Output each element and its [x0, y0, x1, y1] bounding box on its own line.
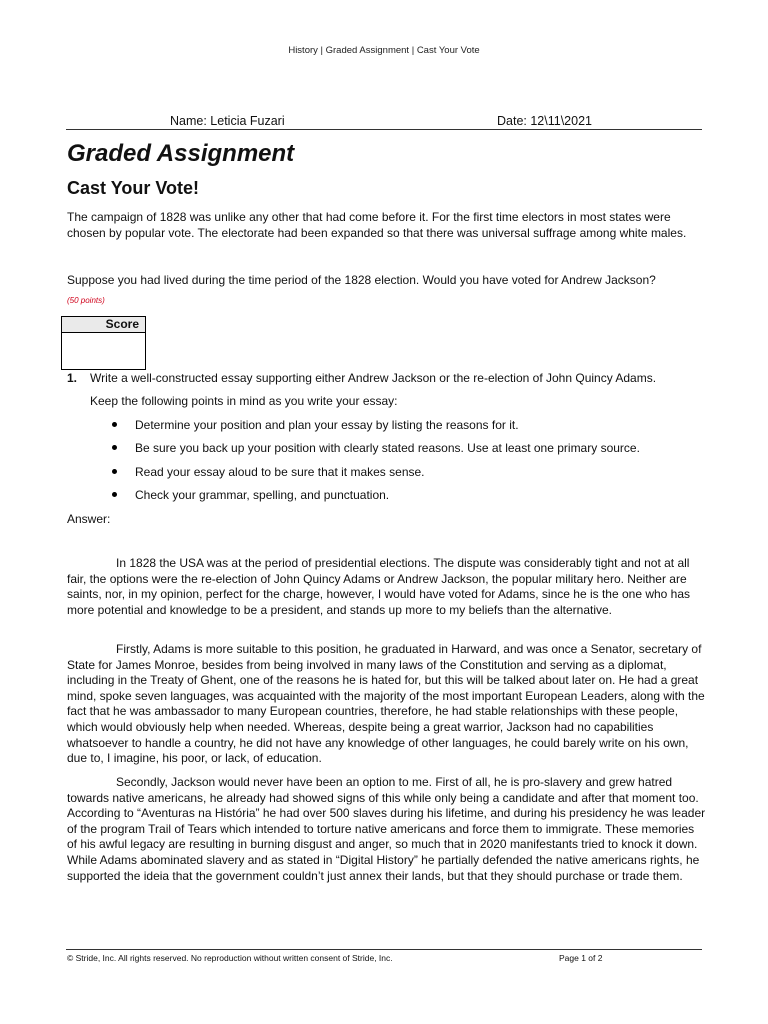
- student-name: Name: Leticia Fuzari: [170, 114, 285, 128]
- list-item: Determine your position and plan your essay by listing the reasons for it.: [112, 418, 640, 441]
- essay-paragraph-1: In 1828 the USA was at the period of presidential elections. The dispute was considerably tight and not at all fair, the options were the re-election of John Quincy Adams or Andrew Jackson, the popular military hero. Neither are saints, nor, in my opinion, perfect for the charge, however, I would have voted for Adams, since he is the one who has more potential and knowledge to be a president, and stands up more to my beliefs than the alternative.: [67, 556, 691, 617]
- question-number: 1.: [67, 371, 78, 385]
- bullet-icon: [112, 445, 117, 450]
- answer-label: Answer:: [67, 512, 111, 526]
- footer-divider: [66, 949, 702, 950]
- instruction-list: [112, 418, 640, 511]
- assignment-date: Date: 12\11\2021: [497, 114, 592, 128]
- header-divider: [66, 129, 702, 130]
- page-title: Graded Assignment: [67, 140, 295, 167]
- bullet-icon: [112, 469, 117, 474]
- points-label: (50 points): [67, 296, 105, 305]
- essay-paragraph-3: Secondly, Jackson would never have been an option to me. First of all, he is pro-slavery and grew hatred towards native americans, he already had showed signs of this while only being a candidate and after that moment too. According to “Aventuras na História” he had over 500 slaves during his lifetime, and during his presidency he was leader of the program Trail of Tears which intended to torture native americans and force them to immigrate. These memories of his awful legacy are resulting in burning disgust and anger, so much that in 2020 manifestants tried to knock it down. While Adams abominated slavery and as stated in “Digital History” he partially defended the native americans rights, he supported the ideia that the government couldn’t just annex their lands, but that they should purchase or trade them.: [67, 775, 706, 883]
- list-item: Check your grammar, spelling, and punctuation.: [112, 488, 640, 511]
- bullet-icon: [112, 422, 117, 427]
- page-number: Page 1 of 2: [559, 953, 603, 963]
- score-header: Score: [62, 317, 145, 333]
- page-subtitle: Cast Your Vote!: [67, 178, 200, 198]
- list-item: Be sure you back up your position with clearly stated reasons. Use at least one primary source.: [112, 441, 640, 464]
- prompt-paragraph: Suppose you had lived during the time period of the 1828 election. Would you have voted for Andrew Jackson?: [67, 273, 656, 287]
- list-item: Read your essay aloud to be sure that it makes sense.: [112, 465, 640, 488]
- question-instructions: Keep the following points in mind as you write your essay:: [90, 394, 398, 408]
- bullet-icon: [112, 492, 117, 497]
- intro-paragraph: The campaign of 1828 was unlike any other that had come before it. For the first time electors in most states were chosen by popular vote. The electorate had been expanded so that there was universal suffrage among white males.: [67, 210, 687, 240]
- score-box: [61, 316, 146, 370]
- essay-paragraph-2: Firstly, Adams is more suitable to this position, he graduated in Harward, and was once a Senator, secretary of State for James Monroe, besides from being involved in many laws of the Constitution and serving as a diplomat, including in the Treaty of Ghent, one of the reasons he is hated for, but this will be talked about later on. He had a great mind, spoke seven languages, was acquainted with the majority of the most important European Leaders, along with the fact that he was ambassador to many European countries, therefore, he had stable relationships with these people, which would obviously help when needed. Whereas, despite being a great warrior, Jackson had no capabilities whatsoever to handle a country, he did not have any knowledge of other languages, he could barely write on his own, due to, I imagine, his poor, or lack, of education.: [67, 642, 705, 766]
- question-text: Write a well-constructed essay supporting either Andrew Jackson or the re-election of John Quincy Adams.: [90, 371, 657, 385]
- running-header: History | Graded Assignment | Cast Your Vote: [288, 45, 480, 56]
- copyright-notice: © Stride, Inc. All rights reserved. No reproduction without written consent of Stride, Inc.: [67, 953, 393, 963]
